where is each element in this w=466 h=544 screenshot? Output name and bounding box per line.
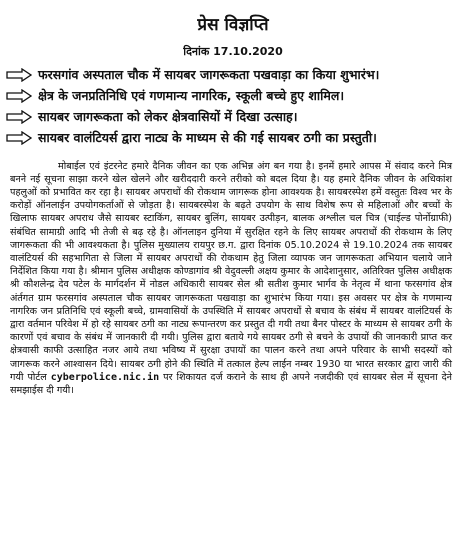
headline-bullets — [6, 64, 462, 148]
headline-text: सायबर जागरूकता को लेकर क्षेत्रवासियों में दिखा उत्साह। — [38, 109, 298, 124]
headline-text: क्षेत्र के जनप्रतिनिधि एवं गणमान्य नागरिक, स्कूली बच्चे हुए शामिल। — [38, 88, 345, 103]
body-paragraph: मोबाईल एवं इंटरनेट हमारे दैनिक जीवन का एक अभिन्न अंग बन गया है। इनमें हमारे आपस में संवाद करने मित्र बनने नई सूचना साझा करने खेल खेलने और खरीददारी करने तरीको को बदल दिया है। यह हमारे दैनिक जीवन के अधिकांश पहलुओं को प्रभावित कर रहा है। सायबर अपराधों की रोकथाम जागरूक होना आवश्यक है। सायबरस्पेश हमें वस्तुतः विश्व भर के करोड़ों ऑनलाईन उपयोगकर्ताओं से जोड़ता है। सायबरस्पेश के बढ़ते उपयोग के साथ विशेष रूप से महिलाओं और बच्चों के खिलाफ सायबर अपराध जैसे सायबर स्टाकिंग, सायबर बुलिंग, सायबर उत्पीड़न, बालक अश्लील चल चित्र (चाईल्ड पोर्नोग्राफी) संबंधित सामाग्री आदि भी तेजी से बढ़ रहे है। ऑनलाइन दुनिया में सुरक्षित रहने के लिए सायबर अपराधों की रोकथाम के लिए जागरूकता की भी आवश्यकता है। पुलिस मुख्यालय रायपुर छ.ग. द्वारा दिनांक 05.10.2024 से 19.10.2024 तक सायबर वालंटियर्स की सहभागिता से जिला में सायबर अपराधों की रोकथाम हेतु जिला व्यापक जन जागरूकता अभियान चलाये जाने निर्देशित किया गया है। श्रीमान पुलिस अधीक्षक कोण्डागांव श्री वेदुवल्ली अक्षय कुमार के आदेशानुसार, अतिरिक्त पुलिस अधीक्षक श्री कौशलेन्द्र देव पटेल के मार्गदर्शन में नोडल अधिकारी सायबर सेल श्री सतीश कुमार भार्गव के नेतृत्व में थाना फरसगांव क्षेत्र अंर्तगत ग्राम फरसगांव अस्पताल चौक सायबर जागरूकता पखवाड़ा का शुभारंभ किया गया। इस अवसर पर क्षेत्र के गणमान्य नागरिक जन प्रतिनिधि एवं स्कूली बच्चे, ग्रामवासियों के उपस्थिति में सायबर अपराधों से बचाव के संबंध में सायबर वालंटियर्स के द्वारा वर्तमान परिवेश में हो रहे सायबर ठगी का नाट्य रूपान्तरण कर प्रस्तुत दी गयी तथा बैनर पोस्टर के माध्यम से सायबर ठगी के कारणों एवं बचाव के संबंध में जानकारी दी गयी। पुलिस द्वारा बताये गये सायबर ठगी से बचने के उपायों की जानकारी प्राप्त कर क्षेत्रवासी काफी उत्साहित नजर आये तथा भविष्य में सुरक्षा उपायों का पालन करने तथा अपने परिवार के साभी सदस्यों को जागरूक करने आश्वासन दिये। सायबर ठगी होने की स्थिति में तत्काल हेल्प लाईन नम्बर 1930 या भारत सरकार द्वारा जारी की गयी पोर्टल — [10, 160, 452, 383]
headline-text: सायबर वालंटियर्स द्वारा नाट्य के माध्यम से की गई सायबर ठगी का प्रस्तुती। — [38, 130, 377, 145]
headline-bullet — [6, 64, 462, 85]
press-release-body — [10, 160, 452, 398]
hollow-arrow-icon — [6, 110, 32, 124]
headline-text: फरसगांव अस्पताल चौक में सायबर जागरूकता पखवाड़ा का किया शुभारंभ। — [38, 67, 380, 82]
hollow-arrow-icon — [6, 68, 32, 82]
headline-bullet — [6, 106, 462, 127]
hollow-arrow-icon — [6, 131, 32, 145]
document-title: प्रेस विज्ञप्ति — [197, 15, 269, 35]
headline-bullet — [6, 127, 462, 148]
portal-link-text: cyberpolice.nic.in — [50, 371, 160, 383]
document-date: दिनांक 17.10.2020 — [183, 45, 283, 58]
hollow-arrow-icon — [6, 89, 32, 103]
body-paragraph-end: पर शिकायत दर्ज कराने के साथ ही अपने नजदीकी एवं सायबर सेल में सूचना देने समझाईस दी गयी। — [10, 371, 452, 397]
headline-bullet — [6, 85, 462, 106]
